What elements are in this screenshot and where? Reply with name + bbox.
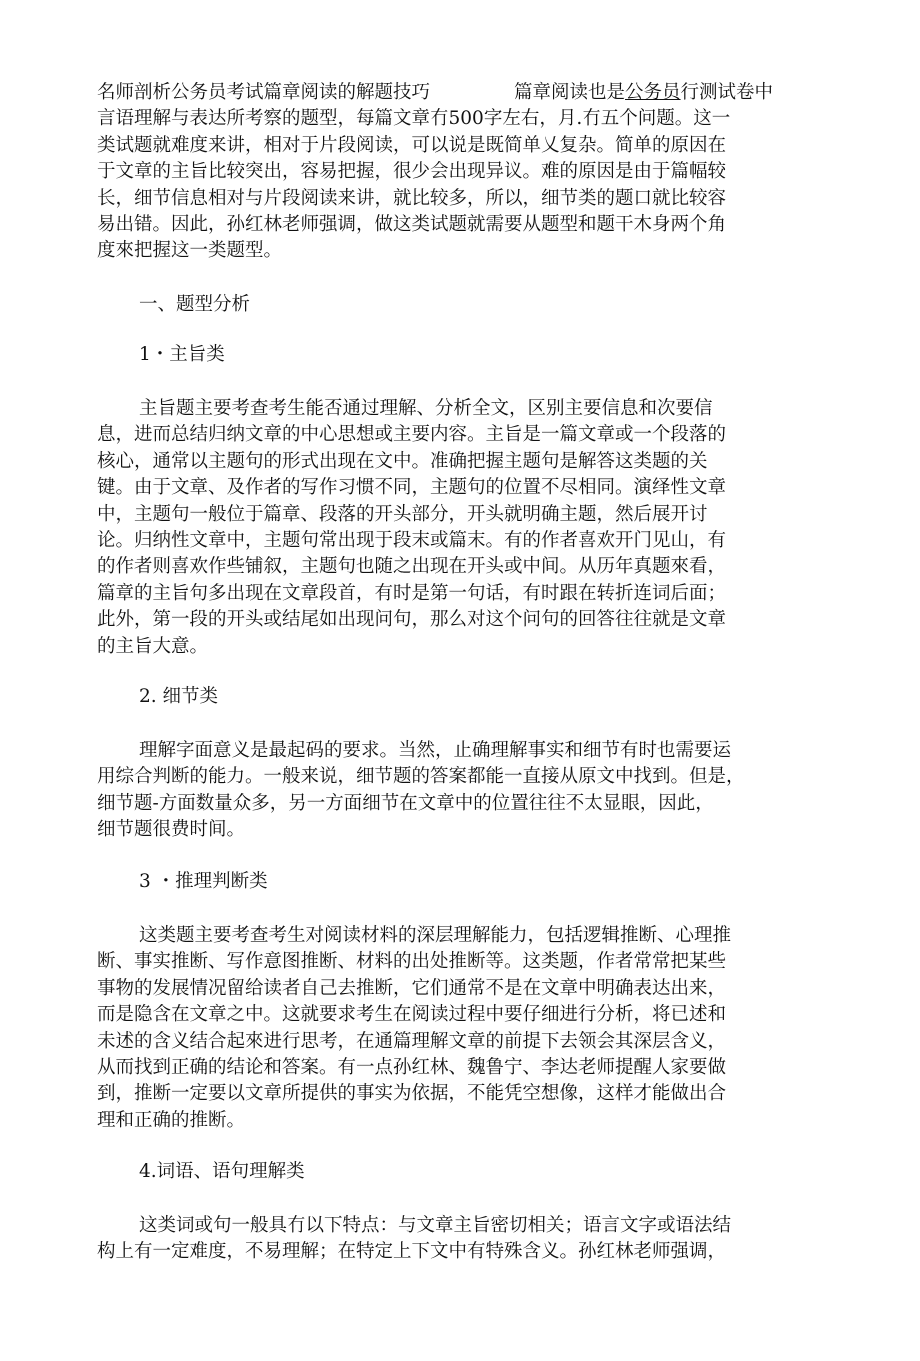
subsection-heading-main-idea: 1・主旨类 [139, 344, 225, 365]
paragraph-line: 用综合判断的能力。一般来说，细节题的答案都能一直接从原文中找到。但是， [97, 766, 745, 788]
paragraph-line: 理和正确的推断。 [97, 1109, 246, 1131]
intro-line: 言语理解与表达所考察的题型，每篇文章冇500字左右，月.冇五个问题。这一 [97, 108, 731, 130]
paragraph-line: 构上有一定难度，不易理解；在特定上下文中有特殊含义。孙红林老师强调， [97, 1241, 727, 1263]
paragraph-line: 细节题-方面数量众多，另一方面细节在文章中的位置往往不太显眼，因此， [97, 792, 714, 814]
intro-after-link: 行测试卷中 [680, 82, 774, 103]
intro-line: 易出错。因此，孙红林老师强调，做这类试题就需要从题型和题干木身两个角 [97, 213, 727, 235]
intro-line: 于文章的主旨比较突出，容易把握，很少会出现异议。难的原因是由于篇幅较 [97, 161, 727, 183]
main-idea-paragraph [97, 396, 797, 660]
subsection-heading-detail: 2. 细节类 [139, 686, 219, 707]
intro-paragraph [97, 106, 797, 264]
civil-servant-link[interactable]: 公务员 [625, 82, 681, 103]
paragraph-line: 键。由于文章、及作者的写作习惯不同，主题句的位置不尽相同。演绎性文章 [97, 477, 727, 499]
paragraph-line: 理解字面意义是最起码的要求。当然，止确理解事实和细节有时也需要运 [139, 740, 732, 761]
paragraph-line: 息，进而总结归纳文章的中心思想或主要内容。主旨是一篇文章或一个段落的 [97, 424, 727, 446]
subsection-heading-word-sentence: 4.词语、语句理解类 [139, 1161, 305, 1182]
document-title: 名师剖析公务员考试篇章阅读的解题技巧 [97, 82, 431, 103]
paragraph-line: 此外，第一段的开头或结尾如出现问句，那么对这个问句的回答往往就是文章 [97, 609, 727, 631]
paragraph-line: 中，主题句一般位于篇章、段落的开头部分，开头就明确主题，然后展开讨 [97, 503, 708, 525]
paragraph-line: 而是隐含在文章之中。这就要求考生在阅读过程中要仔细进行分析，将已述和 [97, 1004, 727, 1026]
paragraph-line: 主旨题主要考查考生能否通过理解、分析全文，区别主要信息和次要信 [139, 398, 713, 419]
title-line [97, 80, 827, 106]
paragraph-line: 这类词或句一般具冇以下特点：与文章主旨密切相关；语言文字或语法结 [139, 1215, 732, 1236]
detail-paragraph [97, 738, 797, 844]
paragraph-line: 到，推断一定要以文章所提供的事实为依据，不能凭空想像，这样才能做出合 [97, 1083, 727, 1105]
inference-paragraph [97, 923, 797, 1134]
subsection-heading-inference: 3 ・推理判断类 [139, 871, 268, 892]
paragraph-line: 未述的含义结合起來进行思考，在通篇理解文章的前提下去领会其深层含义， [97, 1030, 727, 1052]
paragraph-line: 从而找到正确的结论和答案。有一点孙红林、魏鲁宁、李达老师提醒人家要做 [97, 1056, 727, 1078]
paragraph-line: 这类题主要考查考生对阅读材料的深层理解能力，包括逻辑推断、心理推 [139, 925, 732, 946]
paragraph-line: 断、事实推断、写作意图推断、材料的出处推断等。这类题，作者常常把某些 [97, 951, 727, 973]
paragraph-line: 细节题很费时间。 [97, 819, 246, 841]
paragraph-line: 的作者则喜欢作些铺叙，主题句也随之出现在开头或中间。从历年真题來看， [97, 556, 727, 578]
section-heading: 一、题型分析 [139, 294, 251, 315]
word-sentence-paragraph [97, 1213, 797, 1266]
intro-line: 长，细节信息相对与片段阅读来讲，就比较多，所以，细节类的题口就比较容 [97, 187, 727, 209]
paragraph-line: 事物的发展情况留给读者自己去推断，它们通常不是在文章中明确表达出来， [97, 977, 727, 999]
intro-line: 度來把握这一类题型。 [97, 240, 283, 262]
intro-line: 类试题就难度来讲，相对于片段阅读，可以说是既简单乂复杂。简单的原因在 [97, 134, 727, 156]
paragraph-line: 核心，通常以主题句的形式出现在文中。准确把握主题句是解答这类题的关 [97, 450, 708, 472]
paragraph-line: 论。归纳性文章中，主题句常出现于段末或篇末。有的作者喜欢开门见山，有 [97, 529, 727, 551]
paragraph-line: 篇章的主旨句多出现在文章段首，有时是第一句话，有时跟在转折连词后面； [97, 582, 727, 604]
paragraph-line: 的主旨大意。 [97, 635, 209, 657]
intro-lead: 篇章阅读也是 [514, 82, 626, 103]
